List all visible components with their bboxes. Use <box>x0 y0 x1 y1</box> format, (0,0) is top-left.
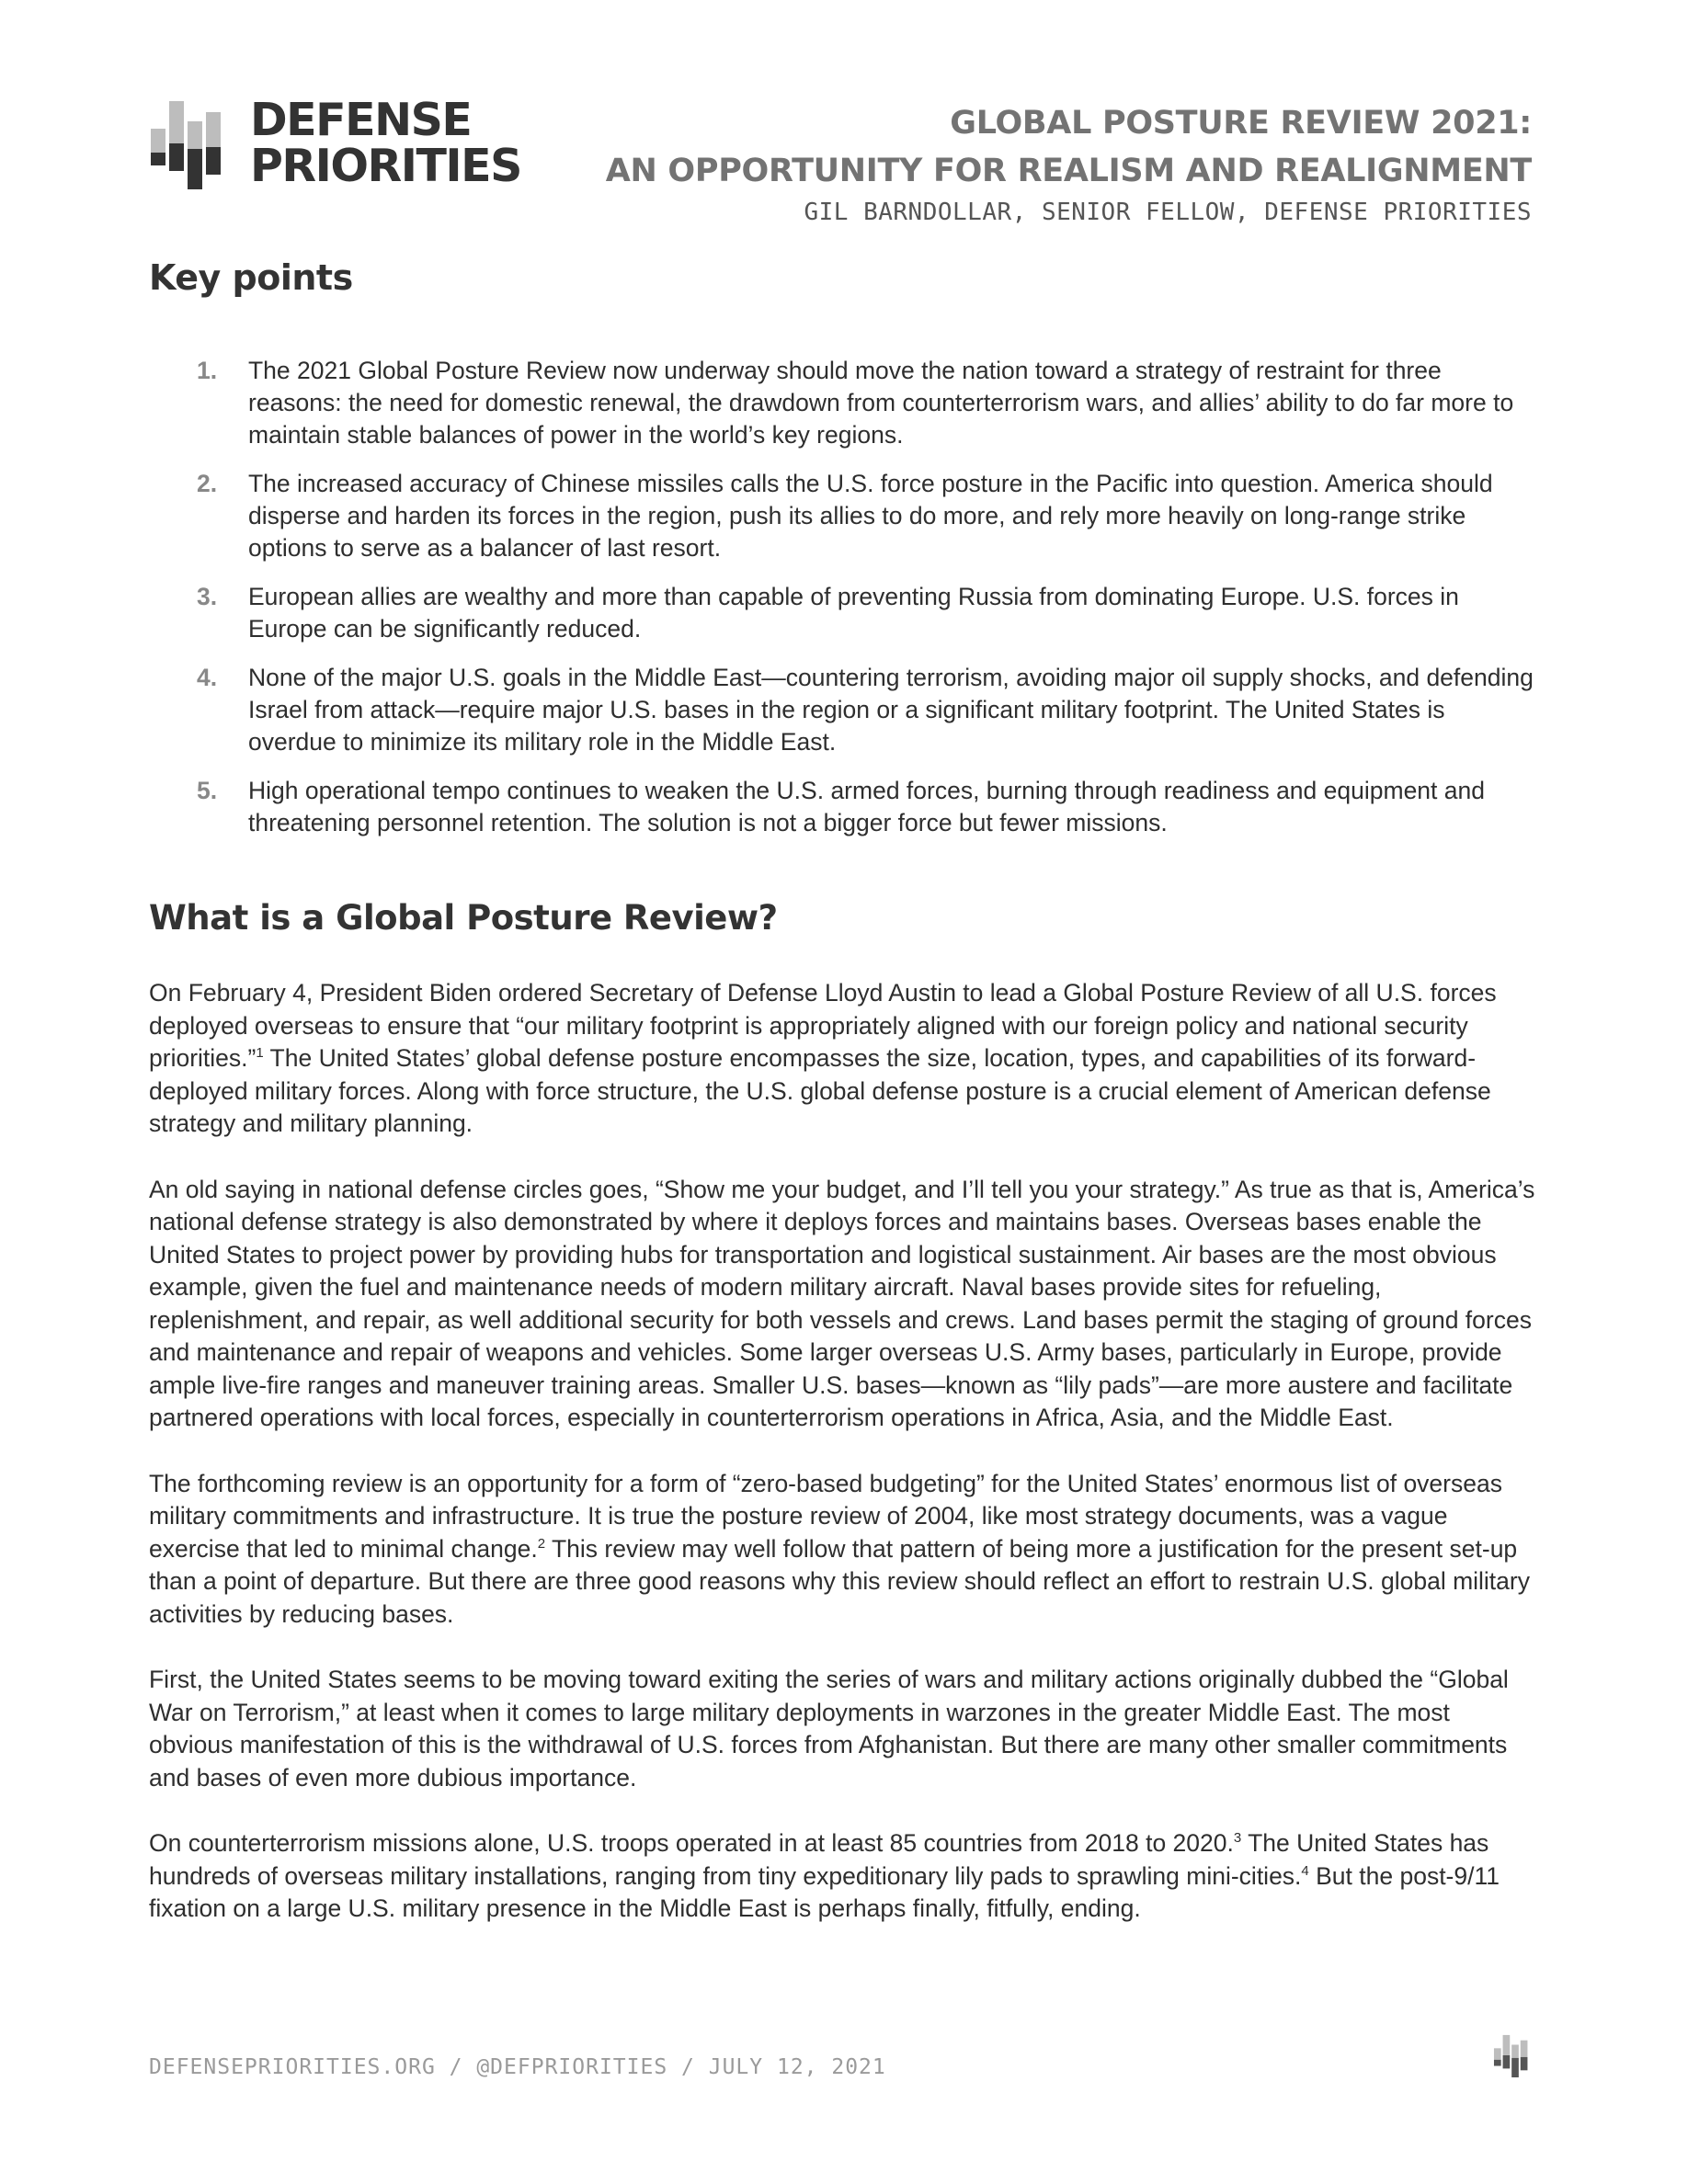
footnote-ref-1[interactable]: 1 <box>256 1045 264 1062</box>
bar-chart-logo-icon <box>149 97 241 189</box>
key-point-item <box>149 355 1537 451</box>
key-point-number: 2. <box>197 470 218 497</box>
paragraph-1 <box>149 977 1537 1141</box>
key-point-text: High operational tempo continues to weaken the U.S. armed forces, burning through readiness and equipment and threatening personnel retention. The solution is not a bigger force but fewer missions. <box>248 777 1485 836</box>
footnote-ref-2[interactable]: 2 <box>537 1535 546 1552</box>
logo-wordmark <box>250 94 521 192</box>
paragraph-3-text-a: The forthcoming review is an opportunity for a form of “zero-based budgeting” for the United States’ enormous list of overseas military commitments and infrastructure. It is true the posture review of 2004, like most strategy documents, was a vague exercise that led to minimal change. <box>149 1469 1502 1563</box>
key-points-list <box>149 355 1537 856</box>
key-point-number: 5. <box>197 777 218 804</box>
key-point-text: European allies are wealthy and more than capable of preventing Russia from dominating Europe. U.S. forces in Europe can be significantly reduced. <box>248 583 1459 643</box>
paragraph-5 <box>149 1827 1537 1926</box>
document-author: GIL BARNDOLLAR, SENIOR FELLOW, DEFENSE PRIORITIES <box>804 199 1532 226</box>
footer-text: DEFENSEPRIORITIES.ORG / @DEFPRIORITIES / JULY 12, 2021 <box>149 2055 886 2079</box>
key-point-item <box>149 581 1537 645</box>
key-point-item <box>149 468 1537 564</box>
footer-logo-icon <box>1493 2033 1537 2077</box>
key-point-item <box>149 662 1537 758</box>
paragraph-3 <box>149 1468 1537 1632</box>
document-title-line-2: AN OPPORTUNITY FOR REALISM AND REALIGNMENT <box>605 153 1532 189</box>
paragraph-3-text-b: This review may well follow that pattern of being more a justification for the present set-up than a point of departure. But there are three good reasons why this review should reflect an effort to restrain U.S. global military activities by reducing bases. <box>149 1534 1530 1628</box>
paragraph-5-text-b: The United States has hundreds of overseas military installations, ranging from tiny expeditionary lily pads to sprawling mini-cities. <box>149 1829 1489 1890</box>
footnote-ref-3[interactable]: 3 <box>1233 1830 1242 1847</box>
logo-line-2: PRIORITIES <box>250 140 521 192</box>
paragraph-1-text-b: The United States’ global defense posture encompasses the size, location, types, and capabilities of its forward-deployed military forces. Along with force structure, the U.S. global defense posture is a crucial element of American defense strategy and military planning. <box>149 1044 1491 1137</box>
document-title-line-1: GLOBAL POSTURE REVIEW 2021: <box>950 105 1532 142</box>
paragraph-4: First, the United States seems to be moving toward exiting the series of wars and military actions originally dubbed the “Global War on Terrorism,” at least when it comes to large military deployments in warzones in the greater Middle East. The most obvious manifestation of this is the withdrawal of U.S. forces from Afghanistan. But there are many other smaller commitments and bases of even more dubious importance. <box>149 1666 1509 1792</box>
document-header <box>606 99 1532 226</box>
key-points-heading: Key points <box>149 257 353 298</box>
paragraph-5-text-a: On counterterrorism missions alone, U.S. troops operated in at least 85 countries from 2018 to 2020. <box>149 1829 1234 1857</box>
key-point-number: 3. <box>197 583 218 610</box>
defense-priorities-logo <box>149 96 521 191</box>
key-point-text: The increased accuracy of Chinese missiles calls the U.S. force posture in the Pacific into question. America should disperse and harden its forces in the region, push its allies to do more, and rely more heavily on long-range strike options to serve as a balancer of last resort. <box>248 470 1493 562</box>
paragraph-5-text-c: But the post-9/11 fixation on a large U.S. military presence in the Middle East is perhaps finally, fitfully, ending. <box>149 1861 1500 1922</box>
key-point-item <box>149 775 1537 839</box>
footnote-ref-4[interactable]: 4 <box>1301 1862 1309 1879</box>
logo-line-1: DEFENSE <box>250 94 472 146</box>
paragraph-2: An old saying in national defense circles goes, “Show me your budget, and I’ll tell you your strategy.” As true as that is, America’s national defense strategy is also demonstrated by where it deploys forces and maintains bases. Overseas bases enable the United States to project power by providing hubs for transportation and logistical sustainment. Air bases are the most obvious example, given the fuel and maintenance needs of modern military aircraft. Naval bases provide sites for refueling, replenishment, and repair, as well additional security for both vessels and crews. Land bases permit the staging of ground forces and maintenance and repair of weapons and vehicles. Some larger overseas U.S. Army bases, particularly in Europe, provide ample live-fire ranges and maneuver training areas. Smaller U.S. bases—known as “lily pads”—are more austere and facilitate partnered operations with local forces, especially in counterterrorism operations in Africa, Asia, and the Middle East. <box>149 1175 1535 1431</box>
key-point-number: 4. <box>197 664 218 691</box>
section-heading: What is a Global Posture Review? <box>149 898 778 938</box>
key-point-text: None of the major U.S. goals in the Middle East—countering terrorism, avoiding major oil supply shocks, and defending Israel from attack—require major U.S. bases in the region or a significant military footprint. The United States is overdue to minimize its military role in the Middle East. <box>248 664 1534 756</box>
key-point-number: 1. <box>197 357 218 384</box>
body-text <box>149 977 1537 1959</box>
paragraph-1-text-a: On February 4, President Biden ordered Secretary of Defense Lloyd Austin to lead a Global Posture Review of all U.S. forces deployed overseas to ensure that “our military footprint is appropriately aligned with our foreign policy and national security priorities.” <box>149 979 1497 1072</box>
key-point-text: The 2021 Global Posture Review now underway should move the nation toward a strategy of restraint for three reasons: the need for domestic renewal, the drawdown from counterterrorism wars, and allies’ ability to do far more to maintain stable balances of power in the world’s key regions. <box>248 357 1514 449</box>
